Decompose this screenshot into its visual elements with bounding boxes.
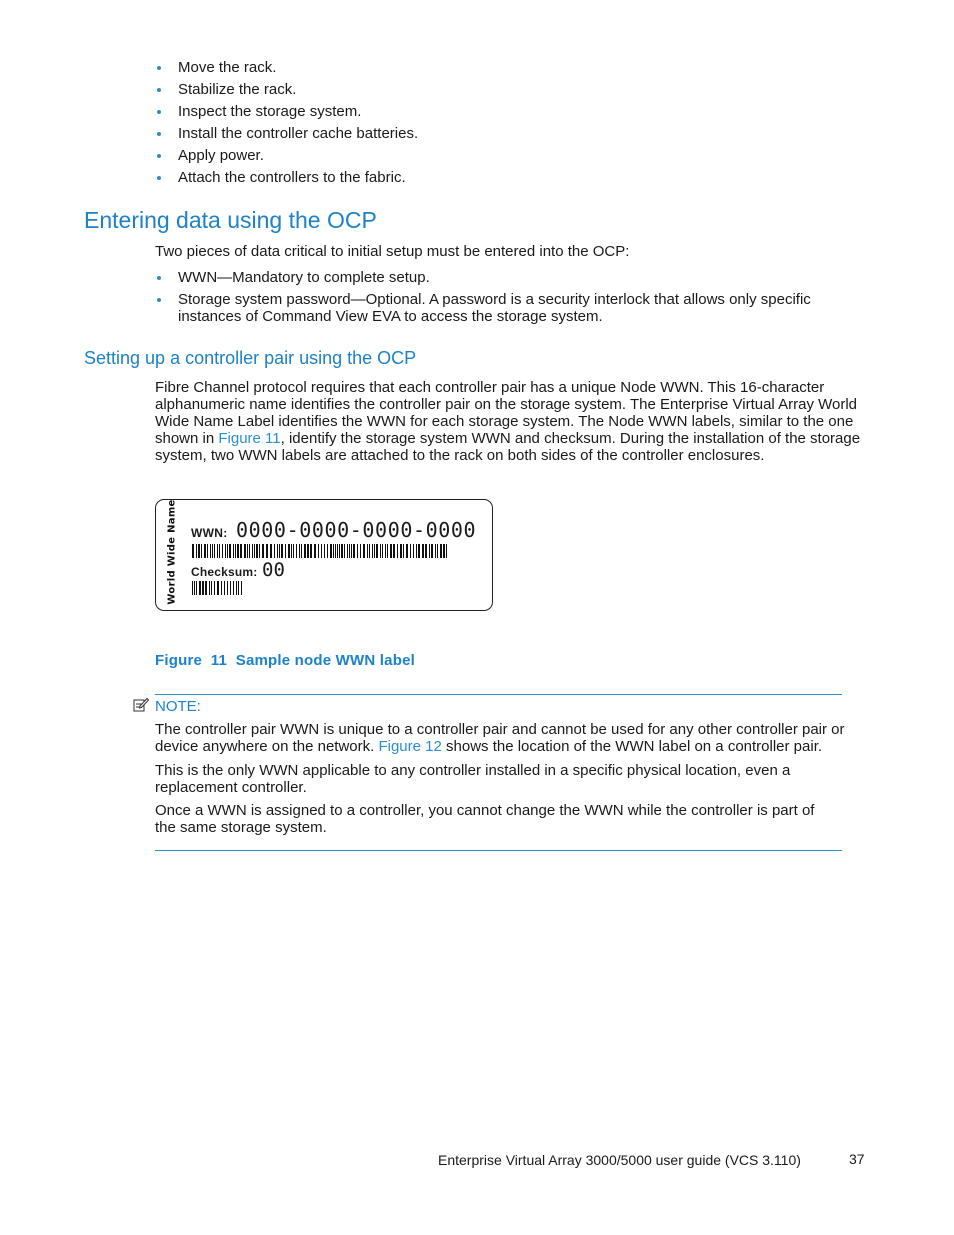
subsection-heading: Setting up a controller pair using the OCP bbox=[84, 348, 417, 368]
list-item-text: Move the rack. bbox=[178, 59, 277, 76]
wwn-barcode bbox=[192, 544, 447, 558]
note-paragraph: This is the only WWN applicable to any controller installed in a specific physical location, even a replacement controller. bbox=[155, 762, 791, 796]
figure-caption: Figure 11 Sample node WWN label bbox=[155, 652, 415, 669]
page-number: 37 bbox=[849, 1151, 865, 1167]
footer-title: Enterprise Virtual Array 3000/5000 user guide (VCS 3.110) bbox=[438, 1152, 801, 1168]
wwn-value: 0000-0000-0000-0000 bbox=[236, 518, 477, 542]
checksum-value: 00 bbox=[262, 559, 285, 581]
list-item bbox=[155, 81, 855, 103]
section-heading: Entering data using the OCP bbox=[84, 207, 377, 233]
list-item-text: WWN—Mandatory to complete setup. bbox=[178, 269, 430, 286]
figure-link[interactable]: Figure 11 bbox=[218, 430, 281, 447]
list-item bbox=[155, 147, 855, 169]
top-bullet-list bbox=[155, 59, 855, 191]
list-item bbox=[155, 125, 855, 147]
bullet-icon bbox=[157, 276, 161, 280]
section-paragraph bbox=[155, 379, 865, 464]
bullet-icon bbox=[157, 154, 161, 158]
label-side-strip bbox=[160, 500, 184, 612]
list-item bbox=[155, 169, 855, 191]
list-item bbox=[155, 59, 855, 81]
paragraph-text: , identify the storage system WWN and checksum. During the installation of the storage system, two WWN labels are attached to the rack on both sides of the controller enclosures. bbox=[155, 430, 861, 464]
list-item-text: Install the controller cache batteries. bbox=[178, 125, 419, 142]
bullet-icon bbox=[157, 176, 161, 180]
note-bottom-rule bbox=[155, 850, 842, 851]
bullet-icon bbox=[157, 110, 161, 114]
list-item-text: Apply power. bbox=[178, 147, 264, 164]
list-item bbox=[155, 269, 845, 286]
note-paragraph bbox=[155, 721, 845, 755]
list-item bbox=[155, 103, 855, 125]
list-item-text: Attach the controllers to the fabric. bbox=[178, 169, 406, 186]
figure-link[interactable]: Figure 12 bbox=[378, 738, 442, 755]
wwn-label-text: WWN: bbox=[191, 526, 228, 540]
list-item-text: Stabilize the rack. bbox=[178, 81, 297, 98]
wwn-label-figure bbox=[155, 499, 493, 611]
checksum-label-text: Checksum: bbox=[191, 565, 258, 579]
setup-data-list bbox=[155, 269, 845, 325]
bullet-icon bbox=[157, 88, 161, 92]
note-text: shows the location of the WWN label on a controller pair. bbox=[441, 738, 823, 755]
bullet-icon bbox=[157, 298, 161, 302]
note-top-rule bbox=[155, 694, 842, 695]
label-side-text: World Wide Name bbox=[166, 499, 178, 605]
bullet-icon bbox=[157, 66, 161, 70]
list-item bbox=[155, 291, 845, 325]
note-paragraph: Once a WWN is assigned to a controller, you cannot change the WWN while the controller is part of the same storage system. bbox=[155, 802, 815, 836]
note-label: NOTE: bbox=[155, 698, 201, 715]
section-intro: Two pieces of data critical to initial setup must be entered into the OCP: bbox=[155, 243, 630, 260]
note-text: The controller pair WWN is unique to a controller pair and cannot be used for any other controller pair or device anywhere on the network. bbox=[155, 721, 845, 755]
bullet-icon bbox=[157, 132, 161, 136]
list-item-text: Inspect the storage system. bbox=[178, 103, 362, 120]
checksum-barcode bbox=[192, 581, 242, 595]
list-item-text: Storage system password—Optional. A password is a security interlock that allows only specific instances of Command View EVA to access the storage system. bbox=[178, 291, 811, 325]
paragraph-text: Fibre Channel protocol requires that each controller pair has a unique Node WWN. This 16-character alphanumeric name identifies the controller pair on the storage system. The Enterprise Virtual Array World Wide Name Label identifies the WWN for each storage system. The Node WWN labels, similar to the one shown in bbox=[155, 379, 858, 447]
note-icon bbox=[133, 697, 149, 712]
